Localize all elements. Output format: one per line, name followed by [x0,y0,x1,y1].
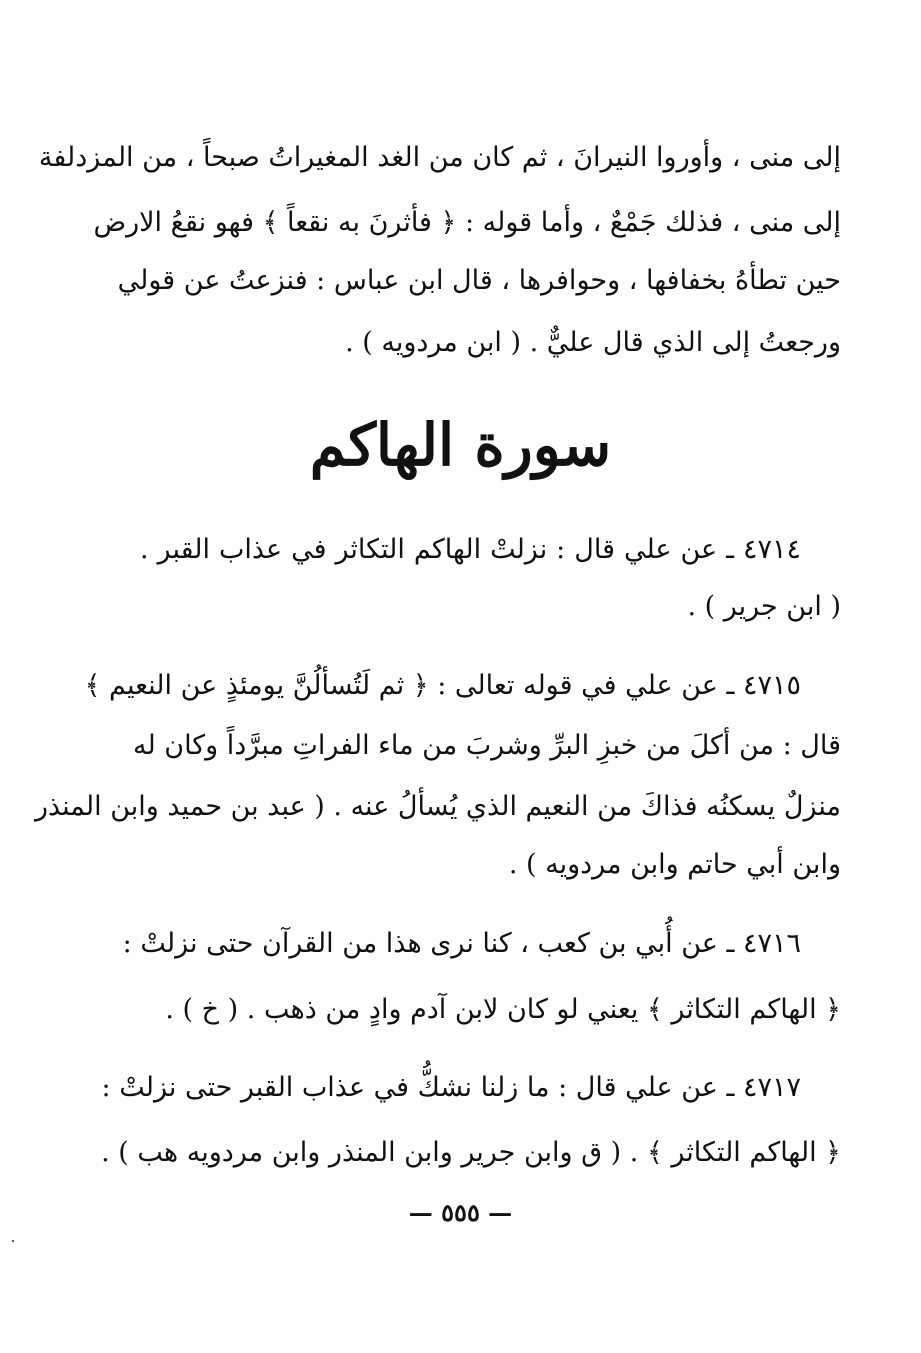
hadith-4716-line: ٤٧١٦ ـ عن أُبي بن كعب ، كنا نرى هذا من القرآن حتى نزلتْ : [122,928,801,959]
page-number: — ٥٥٥ — [408,1198,513,1227]
hadith-4716-line: ﴿ الهاكم التكاثر ﴾ يعني لو كان لابن آدم وادٍ من ذهب . ( خ ) . [165,994,841,1025]
hadith-4717-line: ٤٧١٧ ـ عن علي قال : ما زلنا نشكُّ في عذاب القبر حتى نزلتْ : [101,1072,801,1103]
hadith-4717-line: ﴿ الهاكم التكاثر ﴾ . ( ق وابن جرير وابن المنذر وابن مردويه هب ) . [101,1137,841,1168]
hadith-4715-line: منزلٌ يسكنُه فذاكَ من النعيم الذي يُسألُ عنه . ( عبد بن حميد وابن المنذر [34,791,841,822]
text-line: إلى منى ، وأوروا النيرانَ ، ثم كان من الغد المغيراتُ صبحاً ، من المزدلفة [38,142,841,173]
scan-speck [12,1240,14,1242]
surah-title: سورة الهاكم [309,411,612,479]
hadith-4714-line: ( ابن جرير ) . [687,591,841,622]
hadith-4715-line: ٤٧١٥ ـ عن علي في قوله تعالى : ﴿ ثم لَتُسألُنَّ يومئذٍ عن النعيم ﴾ [84,670,801,701]
text-line: ورجعتُ إلى الذي قال عليٌّ . ( ابن مردويه ) . [345,327,841,358]
hadith-4714-line: ٤٧١٤ ـ عن علي قال : نزلتْ الهاكم التكاثر في عذاب القبر . [140,534,801,565]
hadith-4715-line: وابن أبي حاتم وابن مردويه ) . [508,849,841,880]
hadith-4715-line: قال : من أكلَ من خبزِ البرِّ وشربَ من ماء الفراتِ مبرَّداً وكان له [132,730,841,761]
text-line: إلى منى ، فذلك جَمْعٌ ، وأما قوله : ﴿ فأثرنَ به نقعاً ﴾ فهو نقعُ الارض [93,207,841,238]
text-line: حين تطأهُ بخفافها ، وحوافرها ، قال ابن عباس : فنزعتُ عن قولي [117,265,841,296]
